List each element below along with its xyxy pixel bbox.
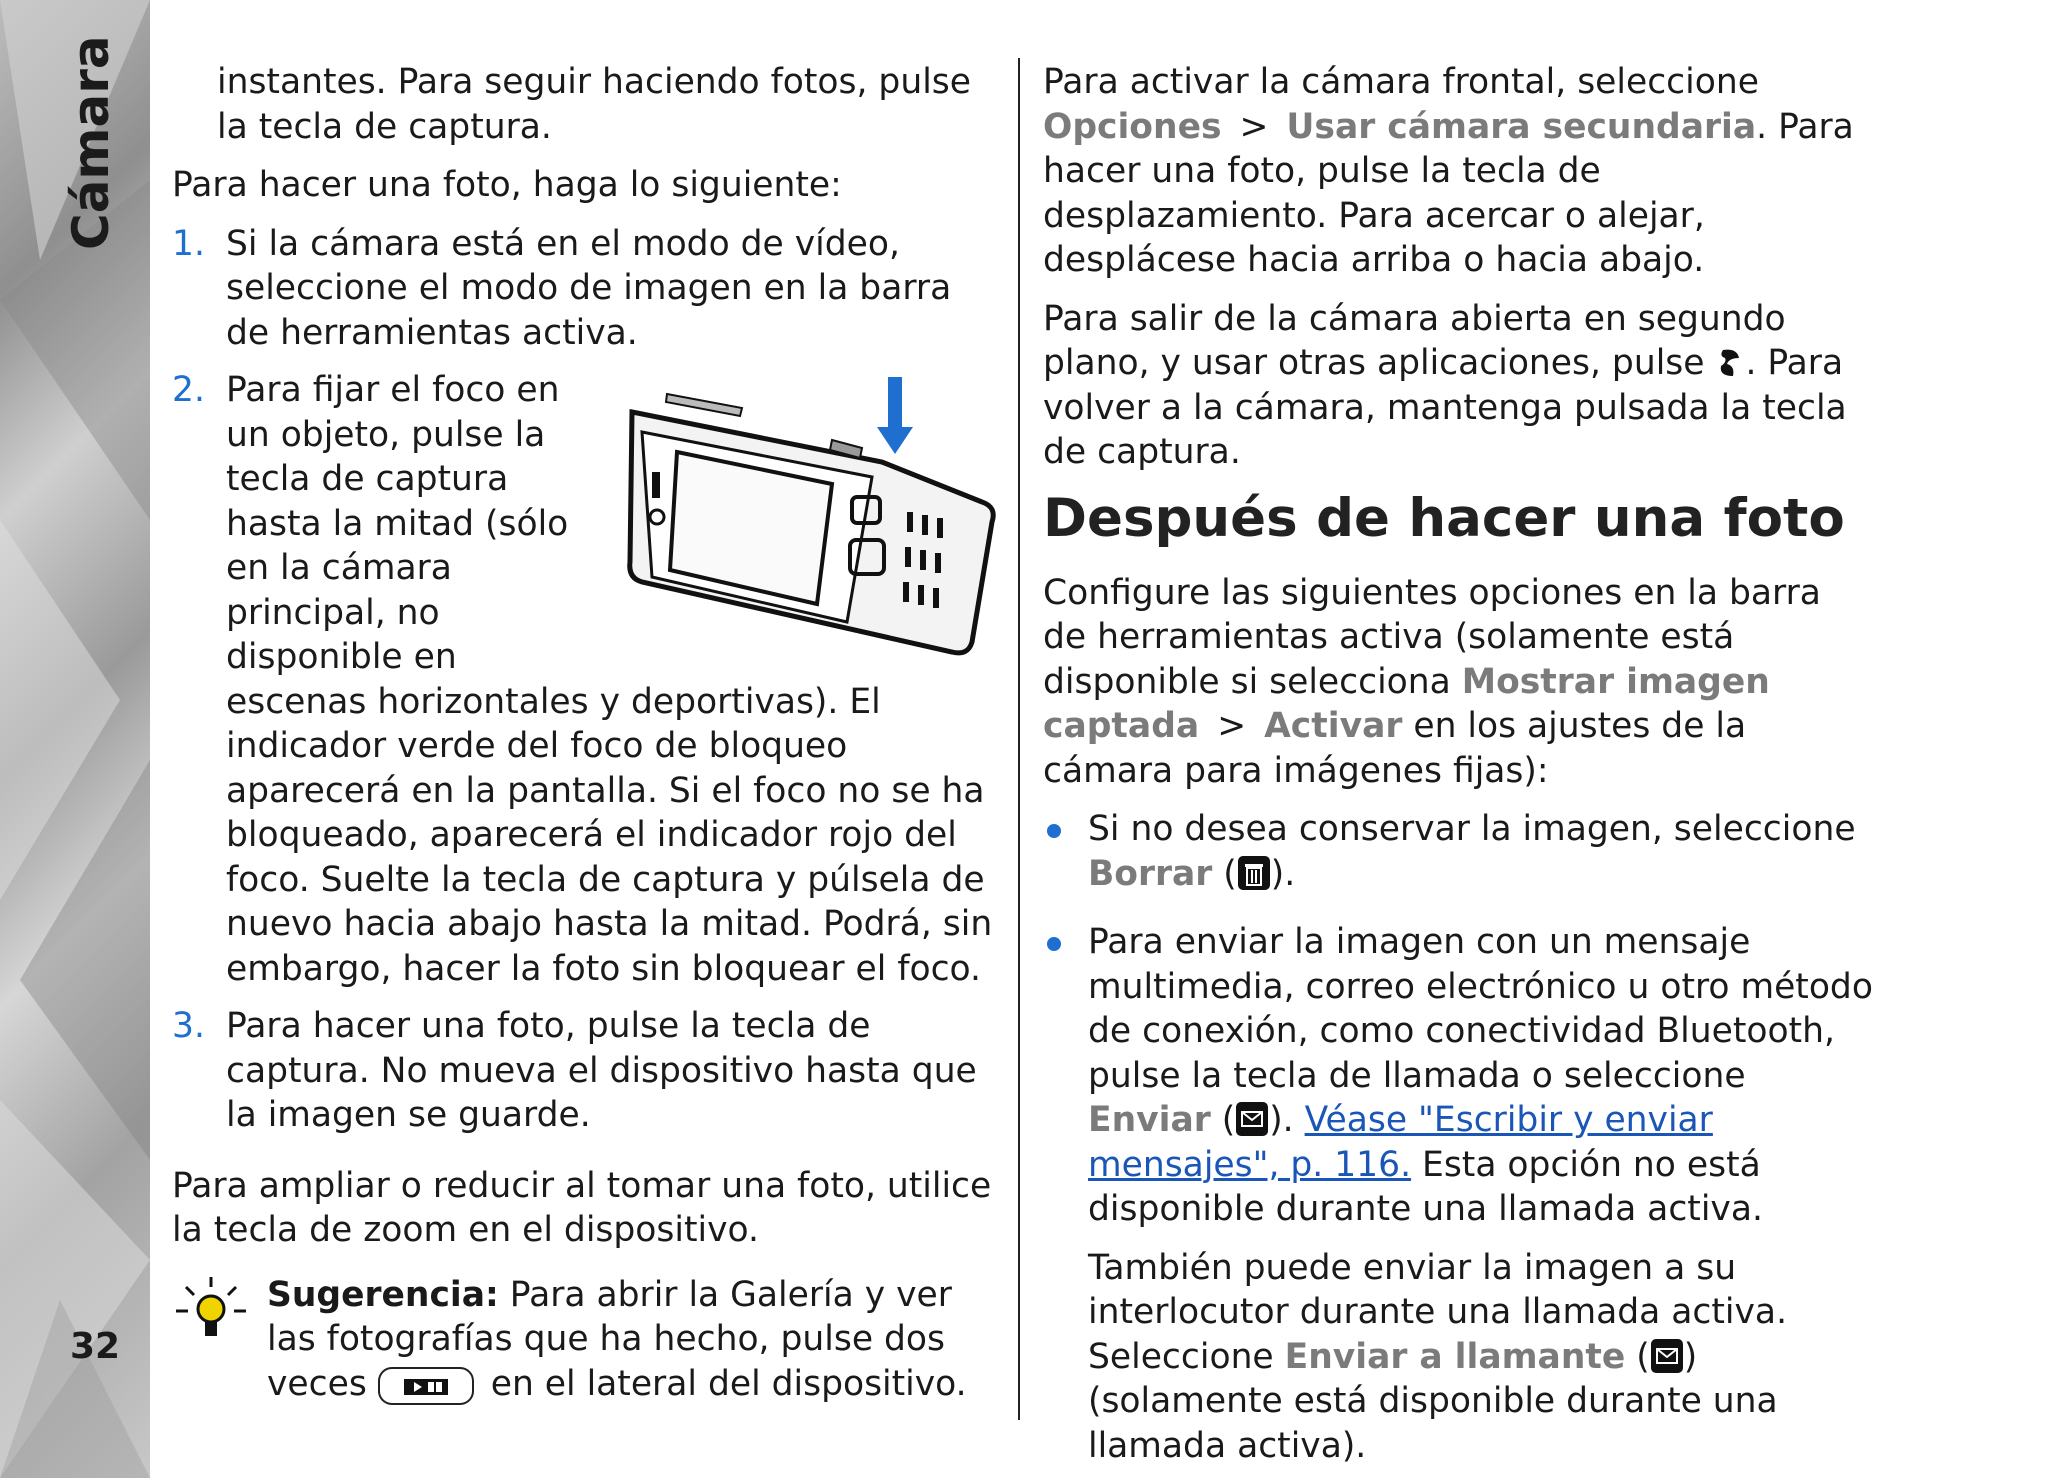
text: Esta opción no está disponible durante una llamada activa. xyxy=(1088,1144,1763,1229)
menu-mostrar-imagen-captada: Mostrar imagen captada xyxy=(1043,661,1770,746)
envelope-icon xyxy=(1650,1338,1684,1374)
tip-label: Sugerencia: xyxy=(267,1274,499,1315)
paragraph-continuation: instantes. Para seguir haciendo fotos, pulse la tecla de captura. xyxy=(217,62,971,147)
step-text: Para hacer una foto, pulse la tecla de captura. No mueva el dispositivo hasta que la imagen se guarde. xyxy=(226,1006,977,1135)
text: Para enviar la imagen con un mensaje multimedia, correo electrónico u otro método de conexión, como conectividad Bluetooth, pulse la tecla de llamada o seleccione xyxy=(1088,922,1873,1096)
paragraph-front-camera xyxy=(1043,60,1873,283)
column-divider xyxy=(1018,58,1020,1420)
lightbulb-icon xyxy=(176,1275,246,1345)
text: . Para hacer una foto, pulse la tecla de desplazamiento. Para acercar o alejar, desplácese hacia arriba o hacia abajo. xyxy=(1043,106,1854,280)
text: (solamente está disponible durante una llamada activa). xyxy=(1088,1381,1778,1466)
paragraph-send-caller: También puede enviar la imagen a su interlocutor durante una llamada activa. Seleccione Enviar a llamante ( ) (solamente está disponible durante una llamada activa). xyxy=(1088,1247,1788,1466)
cross-reference-link[interactable]: Véase "Escribir y enviar mensajes", p. 116. xyxy=(1088,1100,1713,1185)
paragraph-options xyxy=(1043,571,1873,794)
menu-activar: Activar xyxy=(1264,706,1403,746)
envelope-icon xyxy=(1235,1101,1269,1137)
list-item: Para enviar la imagen con un mensaje multimedia, correo electrónico u otro método de conexión, como conectividad Bluetooth, pulse la tecla de llamada o seleccione Enviar ( ). Véase "Escribir y enviar mensajes", p. 116. Esta opción no está disponible durante una llamada activa. También puede enviar la imagen a su interlocutor durante una llamada activa. Seleccione Enviar a llamante ( ) (solamente está disponible durante una llamada activa). xyxy=(1043,920,1873,1468)
steps-list xyxy=(172,222,1002,1138)
bullet-icon xyxy=(1047,824,1061,838)
text: Para salir de la cámara abierta en segundo plano, y usar otras aplicaciones, pulse xyxy=(1043,298,1786,383)
left-column xyxy=(172,60,1002,1406)
section-heading: Después de hacer una foto xyxy=(1043,487,1845,549)
list-item: Si no desea conservar la imagen, seleccione Borrar ( ). xyxy=(1043,807,1873,896)
step-number: 3. xyxy=(172,1006,205,1046)
section-title: Cámara xyxy=(62,35,120,250)
text: Configure las siguientes opciones en la barra de herramientas activa (solamente está disponible si selecciona xyxy=(1043,572,1821,702)
gallery-key-icon xyxy=(378,1367,474,1405)
text: en los ajustes de la cámara para imágenes fijas): xyxy=(1043,706,1747,791)
paragraph-intro: Para hacer una foto, haga lo siguiente: xyxy=(172,165,842,205)
menu-separator: > xyxy=(1217,706,1247,746)
list-item xyxy=(172,1004,1002,1138)
menu-separator: > xyxy=(1239,106,1269,147)
menu-borrar: Borrar xyxy=(1088,853,1213,894)
options-list xyxy=(1043,807,1873,1468)
step-text: Para fijar el foco en un objeto, pulse la tecla de captura hasta la mitad (sólo en la cámara principal, no disponible en escenas horizontales y deportivas). El indicador verde del foco de bloqueo aparecerá en la pantalla. Si el foco no se ha bloqueado, aparecerá el indicador rojo del foco. Suelte la tecla de captura y púlsela de nuevo hacia abajo hasta la mitad. Podrá, sin embargo, hacer la foto sin bloquear el foco. xyxy=(226,370,993,989)
step-text: Si la cámara está en el modo de vídeo, seleccione el modo de imagen en la barra de herramientas activa. xyxy=(226,223,952,353)
bullet-icon xyxy=(1047,937,1061,951)
text: Para activar la cámara frontal, seleccione xyxy=(1043,62,1759,102)
tip-box xyxy=(172,1273,1002,1407)
text: Si no desea conservar la imagen, seleccione xyxy=(1088,809,1856,849)
right-column xyxy=(1043,60,1873,1482)
menu-opciones: Opciones xyxy=(1043,106,1222,147)
text: También puede enviar la imagen a su interlocutor durante una llamada activa. Seleccione xyxy=(1088,1247,1788,1377)
menu-enviar: Enviar xyxy=(1088,1100,1211,1140)
text: . Para volver a la cámara, mantenga pulsada la tecla de captura. xyxy=(1043,343,1847,472)
phone-capture-illustration xyxy=(622,372,1002,662)
sidebar xyxy=(0,0,150,1478)
step-number: 2. xyxy=(172,370,205,410)
menu-usar-camara-secundaria: Usar cámara secundaria xyxy=(1286,106,1757,147)
page-number: 32 xyxy=(70,1326,121,1367)
trash-icon xyxy=(1237,855,1271,891)
menu-enviar-a-llamante: Enviar a llamante xyxy=(1284,1336,1626,1377)
tip-text-end: en el lateral del dispositivo. xyxy=(479,1363,967,1404)
list-item xyxy=(172,368,1002,991)
step-number: 1. xyxy=(172,223,205,264)
paragraph-zoom: Para ampliar o reducir al tomar una foto, utilice la tecla de zoom en el dispositivo. xyxy=(172,1165,992,1250)
tip-text: Para abrir la Galería y ver las fotografías que ha hecho, pulse dos veces xyxy=(267,1274,952,1404)
list-item xyxy=(172,222,1002,356)
menu-key-icon xyxy=(1715,346,1745,380)
paragraph-background xyxy=(1043,297,1873,475)
